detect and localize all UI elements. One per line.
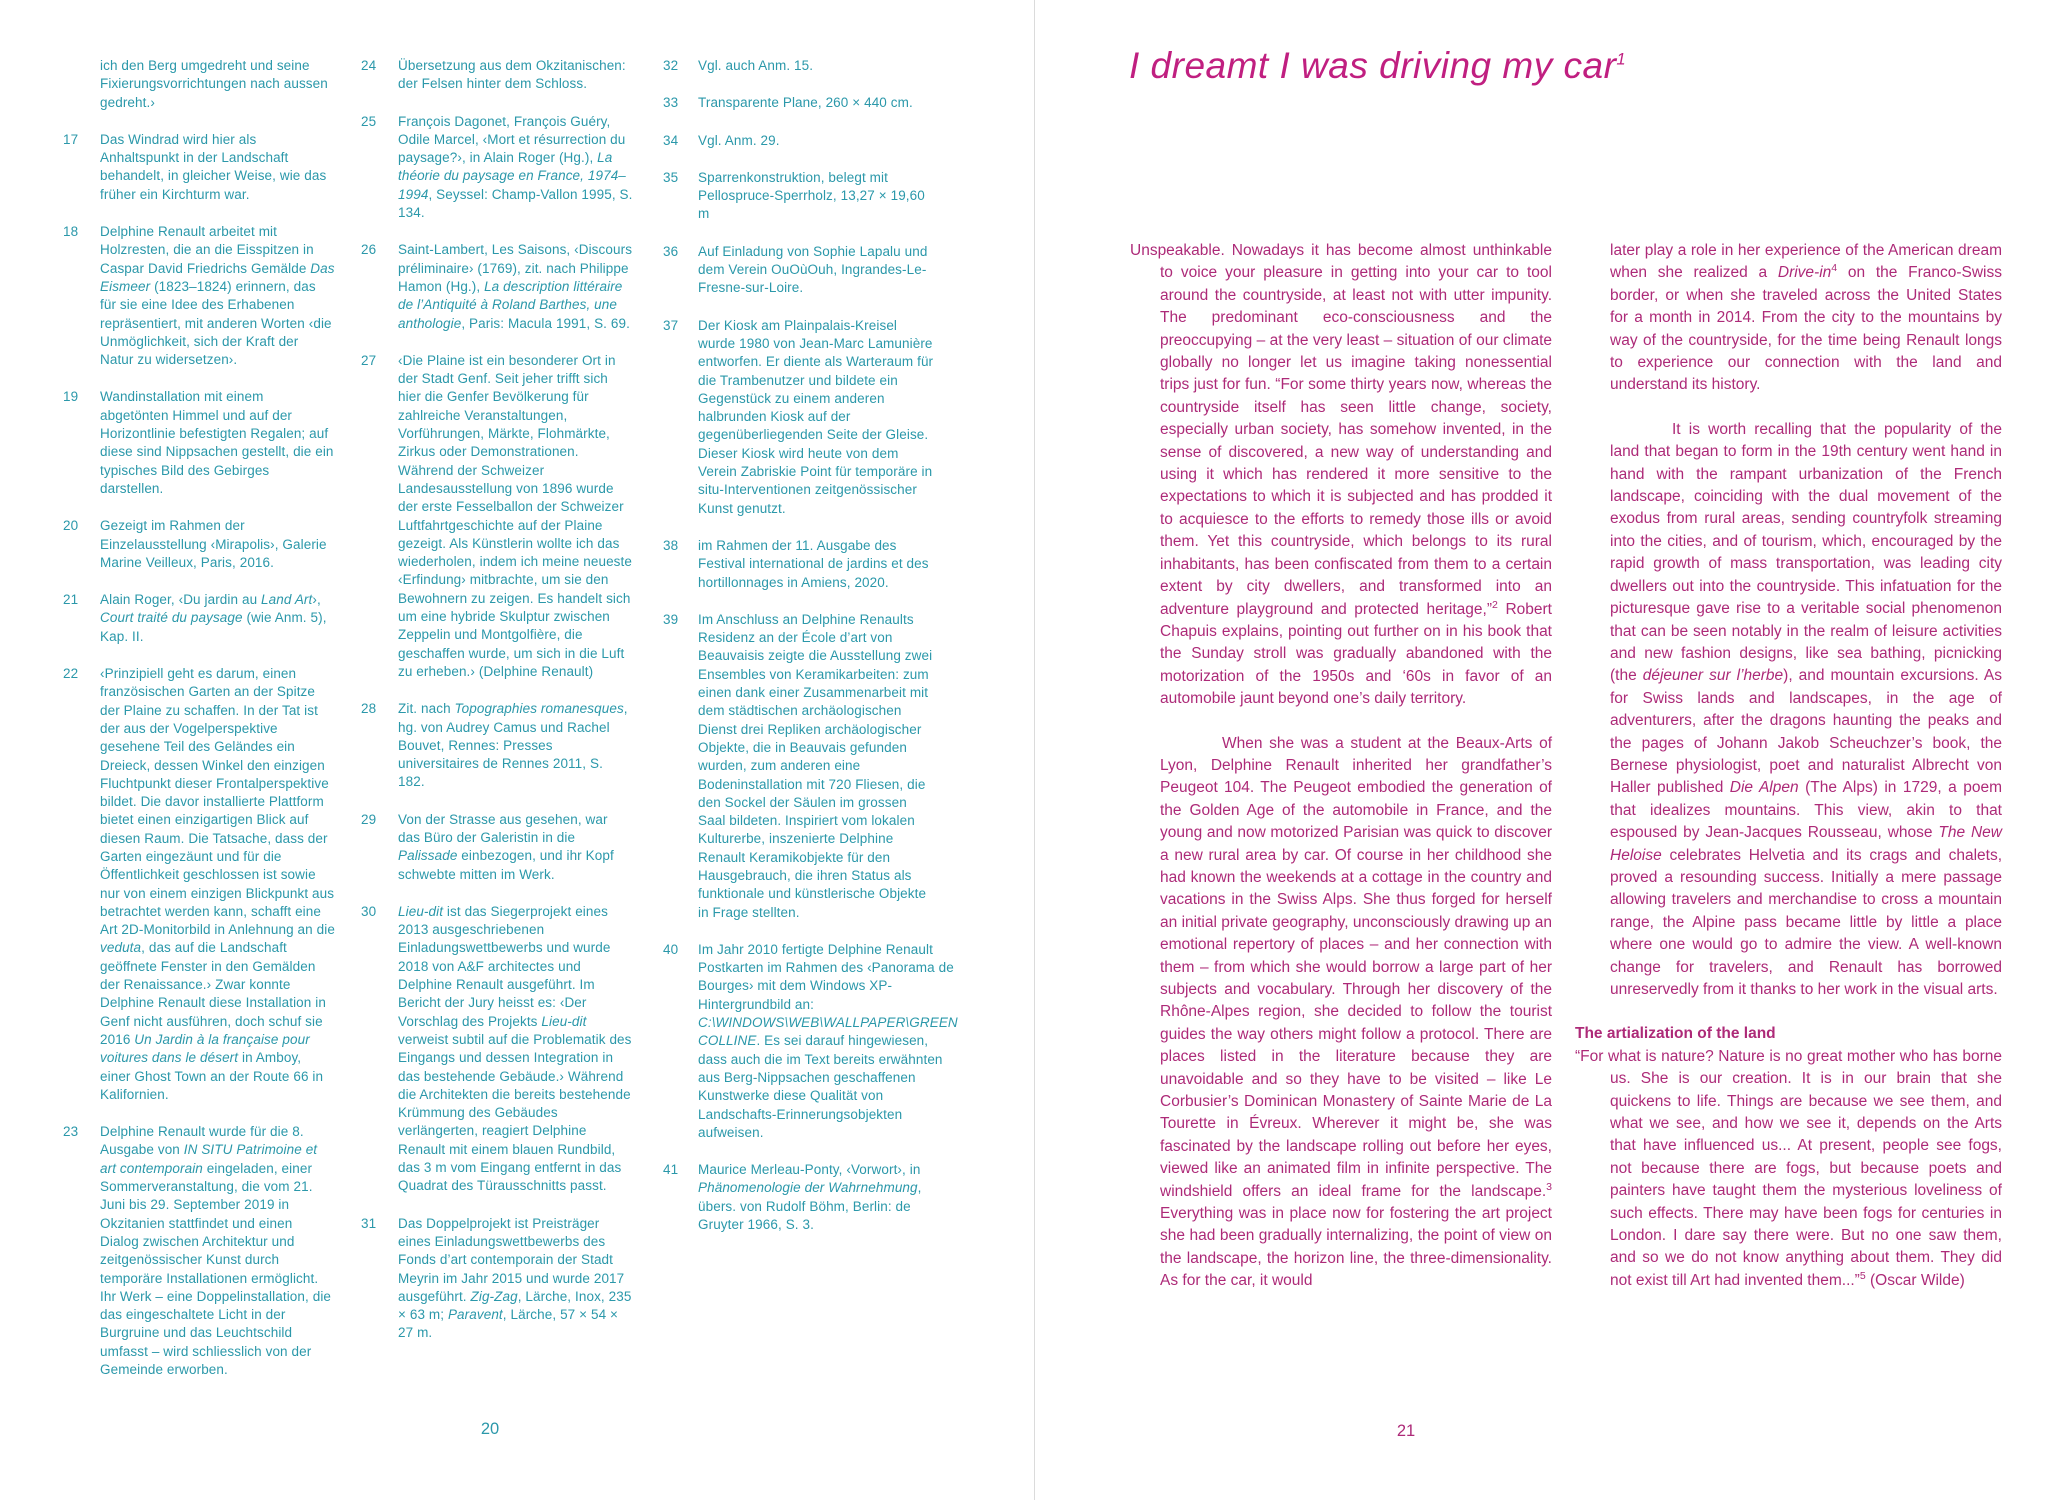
- footnote: [663, 94, 935, 112]
- footnote: [663, 243, 935, 298]
- footnote: [663, 537, 935, 592]
- footnote-number: 29: [361, 811, 377, 827]
- paragraph: When she was a student at the Beaux-Arts of Lyon, Delphine Renault inherited her grandfather’s Peugeot 104. The Peugeot embodied the generation of the Golden Age of the automobile in France, and the young and now motorized Parisian was quick to discover a new rural area by car. Of course in her childhood she had known the weekends at a cottage in the country and vacations in the Swiss Alps. She thus forged for herself an initial private geography, unconsciously drawing up an emotional repertory of places – and her connection with them – from which she would borrow a large part of her subjects and vocabulary. Through her discovery of the Rhône-Alpes region, she decided to follow the tourist guides the way others might follow a protocol. There are places listed in the literature because they are unavoidable and so they have to be visited – like Le Corbusier’s Dominican Monastery of Sainte Marie de La Tourette in Évreux. Wherever it might be, she was fascinated by the landscape rolling out before her eyes, viewed like an animated film in infinite perspective. The windshield offers an ideal frame for the landscape.$^3$ Everything was in place now for fostering the art project she had been gradually internalizing, the point of view on the landscape, the horizon line, the three-dimensionality. As for the car, it would: [1160, 734, 1552, 1290]
- footnote-number: 21: [63, 592, 79, 608]
- footnote-text: Alain Roger, ‹Du jardin au Land Art›, Court traité du paysage (wie Anm. 5), Kap. II.: [100, 592, 327, 644]
- footnote: [361, 811, 633, 884]
- footnote-number: 25: [361, 113, 377, 129]
- footnote: [63, 1123, 335, 1379]
- footnote-text: Vgl. Anm. 29.: [698, 132, 780, 148]
- footnote-number: 34: [663, 132, 679, 148]
- footnote: [361, 700, 633, 791]
- footnote-number: 20: [63, 518, 79, 534]
- footnote-text: Von der Strasse aus gesehen, war das Büro der Galeristin in die Palissade einbezogen, und ihr Kopf schwebte mitten im Werk.: [398, 811, 614, 882]
- footnote-text: ‹Die Plaine ist ein besonderer Ort in der Stadt Genf. Seit jeher trifft sich hier die Genfer Bevölkerung für zahlreiche Veranstaltungen, Vorführungen, Märkte, Flohmärkte, Zirkus oder Demonstrationen. Während der Schweizer Landesausstellung von 1896 wurde der erste Fesselballon der Schweizer Luftfahrtgeschichte auf der Plaine gezeigt. Als Künstlerin wollte ich das wiederholen, indem ich meine neueste ‹Erfindung› mitbrachte, um sie den Bewohnern zu zeigen. Es handelt sich um eine hybride Skulptur zwischen Zeppelin und Montgolfière, die geschaffen wurde, um sich in die Luft zu erheben.› (Delphine Renault): [398, 352, 632, 679]
- footnote-number: 24: [361, 58, 377, 73]
- footnote: [663, 611, 935, 922]
- footnote: [663, 169, 935, 224]
- body-column-2: [1575, 240, 2002, 1292]
- footnote-text: Delphine Renault arbeitet mit Holzresten, die an die Eisspitzen in Caspar David Friedrichs Gemälde Das Eismeer (1823–1824) erinnern, das für sie eine Idee des Erhabenen repräsentiert, mit anderen Worten ‹die Unmöglichkeit, sich der Kraft der Natur zu widersetzen›.: [100, 224, 335, 368]
- footnote-text: Auf Einladung von Sophie Lapalu und dem Verein OuOùOuh, Ingrandes-Le-Fresne-sur-Loire.: [698, 243, 928, 296]
- footnote-number: 39: [663, 611, 679, 627]
- article-title: [1129, 47, 1626, 84]
- footnote: [361, 352, 633, 681]
- footnote-text: Vgl. auch Anm. 15.: [698, 58, 814, 73]
- footnote: [663, 132, 935, 150]
- article-title-text: I dreamt I was driving my car: [1129, 45, 1617, 86]
- footnote-text: Das Windrad wird hier als Anhaltspunkt in der Landschaft behandelt, in gleicher Weise, wie das früher ein Kirchturm war.: [100, 131, 327, 202]
- footnote-number: 26: [361, 242, 377, 258]
- footnote: [63, 57, 335, 112]
- paragraph: It is worth recalling that the popularity of the land that began to form in the 19th century went hand in hand with the rampant urbanization of the French landscape, coinciding with the dual movement of the exodus from rural areas, sending countryfolk streaming into the cities, and of tourism, which, encouraged by the rapid growth of mass transportation, was leading city dwellers out into the countryside. This infatuation for the picturesque gave rise to a veritable social phenomenon that can be seen notably in the realm of leisure activities and new fashion designs, like sea bathing, picnicking (the déjeuner sur l’herbe), and mountain excursions. As for Swiss lands and landscapes, in the age of adventurers, after the dragons haunting the peaks and the pages of Johann Jakob Scheuchzer’s book, the Bernese physiologist, poet and naturalist Albrecht von Haller published Die Alpen (The Alps) in 1729, a poem that idealizes mountains. This view, akin to that espoused by Jean-Jacques Rousseau, whose The New Heloise celebrates Helvetia and its crags and chalets, proved a resounding success. Initially a mere passage allowing travelers and merchandise to cross a mountain range, the Alpine pass became little by little a place where one would go to admire the view. A well-known change for travelers, and Renault has borrowed unreservedly from it thanks to her work in the visual arts.: [1610, 420, 2002, 998]
- paragraph: “For what is nature? Nature is no great mother who has borne us. She is our creation. It is in our brain that she quickens to life. Things are because we see them, and what we see, and how we see it, depends on the Arts that have influenced us... At present, people see fogs, not because there are fogs, but because poets and painters have taught them the mysterious loveliness of such effects. There may have been fogs for centuries in London. I dare say there were. But no one saw them, and so we do not know anything about them. They did not exist till Art had invented them...”$^5$ (Oscar Wilde): [1575, 1047, 2002, 1289]
- paragraph: later play a role in her experience of the American dream when she realized a Drive-$in^4$ on the Franco-Swiss border, or when she traveled across the United States for a month in 2014. From the city to the mountains by way of the countryside, for the time being Renault longs to experience our connection with the land and understand its history.: [1610, 242, 2002, 394]
- footnote-number: 41: [663, 1162, 679, 1178]
- footnote-text: Übersetzung aus dem Okzitanischen: der Felsen hinter dem Schloss.: [398, 58, 626, 92]
- footnote-number: 27: [361, 352, 377, 368]
- footnote-text: Sparrenkonstruktion, belegt mit Pellospruce-Sperrholz, 13,27 × 19,60 m: [698, 169, 925, 222]
- footnote: [361, 113, 633, 223]
- page-number-left: 20: [480, 1420, 500, 1438]
- footnote-text: Das Doppelprojekt ist Preisträger eines Einladungswettbewerbs des Fonds d’art contemporain der Stadt Meyrin im Jahr 2015 und wurde 2017 ausgeführt. Zig-Zag, Lärche, Inox, 235 × 63 m; Paravent, Lärche, 57 × 54 × 27 m.: [398, 1215, 632, 1341]
- footnote-text: Lieu-dit ist das Siegerprojekt eines 2013 ausgeschriebenen Einladungswettbewerbs und wurde 2018 von A&F architectes und Delphine Renault ausgeführt. Im Bericht der Jury heisst es: ‹Der Vorschlag des Projekts Lieu-dit verweist subtil auf die Problematik des Eingangs und dessen Integration in das bestehende Gebäude.› Während die Architekten die bereits bestehende Krümmung des Gebäudes verlängerten, reagiert Delphine Renault mit einem blauen Rundbild, das 3 m vom Eingang entfernt in das Quadrat des Türausschnitts passt.: [398, 903, 632, 1194]
- footnote: [663, 57, 935, 75]
- footnote: [663, 317, 935, 518]
- footnote-number: 18: [63, 224, 79, 240]
- footnote-number: 17: [63, 131, 79, 147]
- footnote-text: Transparente Plane, 260 × 440 cm.: [698, 95, 913, 111]
- footnote: [63, 591, 335, 646]
- footnote-number: 37: [663, 317, 679, 333]
- footnote-text: Der Kiosk am Plainpalais-Kreisel wurde 1980 von Jean-Marc Lamunière entworfen. Er diente als Warteraum für die Trambenutzer und bildete ein Gegenstück zu einem anderen halbrunden Kiosk auf der gegenüberliegenden Seite der Gleise. Dieser Kiosk wird heute von dem Verein Zabriskie Point für temporäre in situ-Interventionen zeitgenössischer Kunst genutzt.: [698, 317, 934, 516]
- footnote: [63, 517, 335, 572]
- footnote-text: François Dagonet, François Guéry, Odile Marcel, ‹Mort et résurrection du paysage?›, in Alain Roger (Hg.), La théorie du paysage en France, 1974–1994, Seyssel: Champ-Vallon 1995, S. 134.: [398, 113, 633, 221]
- footnotes-column-3: [663, 57, 958, 1253]
- footnote-number: 38: [663, 537, 679, 553]
- footnote: [63, 388, 335, 498]
- footnote-number: 32: [663, 58, 679, 73]
- footnote-text: Saint-Lambert, Les Saisons, ‹Discours préliminaire› (1769), zit. nach Philippe Hamon (Hg.), La description littéraire de l’Antiquité à Roland Barthes, une anthologie, Paris: Macula 1991, S. 69.: [398, 242, 633, 331]
- footnotes-column-2: [361, 57, 633, 1362]
- footnote: [63, 223, 335, 369]
- footnote: [361, 57, 633, 94]
- footnote: [361, 903, 633, 1196]
- footnote-number: 23: [63, 1124, 79, 1140]
- footnote-reference-1: 1: [1616, 49, 1627, 69]
- footnote-text: im Rahmen der 11. Ausgabe des Festival international de jardins et des hortillonnages in Amiens, 2020.: [698, 537, 929, 590]
- footnote: [63, 131, 335, 204]
- footnote-text: Im Anschluss an Delphine Renaults Residenz an der École d’art von Beauvaisis zeigte die Ausstellung zwei Ensembles von Keramikarbeiten: zum einen dank einer Zusammenarbeit mit dem städtischen archäologischen Dienst drei Repliken archäologischer Objekte, die in Beauvais gefunden wurden, zum anderen eine Bodeninstallation mit 720 Fliesen, die den Sockel der Säulen im grossen Saal bildeten. Inspiriert vom lokalen Kulturerbe, inszenierte Delphine Renault Keramikobjekte für den Hausgebrauch, die ihren Status als funktionale und künstlerische Objekte in Frage stellten.: [698, 611, 933, 920]
- page-gutter-divider: [1034, 0, 1035, 1500]
- paragraph: Unspeakable. Nowadays it has become almost unthinkable to voice your pleasure in getting into your car to tool around the countryside, at least not with utter impunity. The predominant eco-consciousness and the preoccupying – at the very least – situation of our climate globally no longer let us imagine taking nonessential trips just for fun. “For some thirty years now, whereas the countryside itself has seen little change, society, especially urban society, has somehow invented, in the sense of discovered, a new way of understanding and using it which has rendered it more sensitive to the expectations to which it is subjected and has prodded it to acquiesce to the efforts to remedy those ills or avoid them. Yet this countryside, which belongs to its rural inhabitants, has been confiscated from them to a certain extent by city dwellers, and transformed into an adventure playground and protected heritage,”$^2$ Robert Chapuis explains, pointing out further on in his book that the Sunday stroll was gradually abandoned with the motorization of the 1950s and ‘60s in favor of an automobile jaunt beyond one’s daily territory.: [1130, 242, 1552, 708]
- footnote-text: ich den Berg umgedreht und seine Fixierungsvorrichtungen nach aussen gedreht.›: [100, 58, 328, 110]
- footnote: [361, 241, 633, 332]
- footnote: [361, 1215, 633, 1343]
- body-column-1: [1130, 240, 1552, 1315]
- footnote: [663, 941, 958, 1142]
- footnote-number: 35: [663, 169, 679, 185]
- footnote-number: [63, 57, 100, 112]
- footnote-number: 40: [663, 941, 679, 957]
- footnote-text: Gezeigt im Rahmen der Einzelausstellung ‹Mirapolis›, Galerie Marine Veilleux, Paris, 2016.: [100, 518, 327, 570]
- footnote-number: 31: [361, 1215, 377, 1231]
- page-number-right: 21: [1396, 1422, 1416, 1440]
- footnote-text: Wandinstallation mit einem abgetönten Himmel und auf der Horizontlinie befestigten Regalen; auf diese sind Nippsachen gestellt, die ein typisches Bild des Gebirges darstellen.: [100, 389, 334, 496]
- footnote-number: 33: [663, 95, 679, 111]
- footnote-number: 19: [63, 389, 79, 405]
- footnote: [663, 1161, 935, 1234]
- footnote-text: Zit. nach Topographies romanesques, hg. von Audrey Camus und Rachel Bouvet, Rennes: Presses universitaires de Rennes 2011, S. 182.: [398, 701, 628, 790]
- footnote: [63, 665, 335, 1104]
- footnote-text: Im Jahr 2010 fertigte Delphine Renault Postkarten im Rahmen des ‹Panorama de Bourges› mit dem Windows XP-Hintergrundbild an: C:\WINDOWS\WEB\WALLPAPER\GREEN COLLINE. Es sei darauf hingewiesen, dass auch die im Text bereits erwähnten aus Berg-Nippsachen geschaffenen Kunstwerke diese Qualität von Landschafts-Erinnerungsobjekten aufweisen.: [698, 941, 958, 1140]
- footnote-text: Maurice Merleau-Ponty, ‹Vorwort›, in Phänomenologie der Wahrnehmung, übers. von Rudolf Böhm, Berlin: de Gruyter 1966, S. 3.: [698, 1162, 922, 1233]
- footnote-text: ‹Prinzipiell geht es darum, einen französischen Garten an der Spitze der Plaine zu schaffen. In der Tat ist der aus der Vogelperspektive gesehene Teil des Geländes ein Dreieck, dessen Winkel den einzigen Fluchtpunkt dieser Frontalperspektive bildet. Die davor installierte Plattform bietet einen einzigartigen Blick auf diesen Raum. Die Tatsache, dass der Garten eingezäunt und für die Öffentlichkeit geschlossen ist sowie nur von einem einzigen Blickpunkt aus betrachtet werden kann, schafft eine Art 2D-Monitorbild in Anlehnung an die veduta, das auf die Landschaft geöffnete Fenster in den Gemälden der Renaissance.› Zwar konnte Delphine Renault diese Installation in Genf nicht ausführen, doch schuf sie 2016 Un Jardin à la française pour voitures dans le désert in Amboy, einer Ghost Town an der Route 66 in Kalifornien.: [100, 666, 335, 1102]
- footnote-number: 36: [663, 243, 679, 259]
- footnote-number: 28: [361, 701, 377, 717]
- footnote-number: 22: [63, 666, 79, 682]
- footnote-text: Delphine Renault wurde für die 8. Ausgabe von IN SITU Patrimoine et art contemporain eingeladen, einer Sommerveranstaltung, die vom 21. Juni bis 29. September 2019 in Okzitanien stattfindet und einen Dialog zwischen Architektur und zeitgenössischer Kunst durch temporäre Installationen ermöglicht. Ihr Werk – eine Doppelinstallation, die das eingeschaltete Licht in der Burgruine und das Leuchtschild umfasst – wird schliesslich von der Gemeinde erworben.: [100, 1124, 332, 1377]
- section-heading: The artialization of the land: [1575, 1025, 1776, 1043]
- footnote-number: 30: [361, 903, 377, 919]
- footnotes-column-1: [63, 57, 335, 1398]
